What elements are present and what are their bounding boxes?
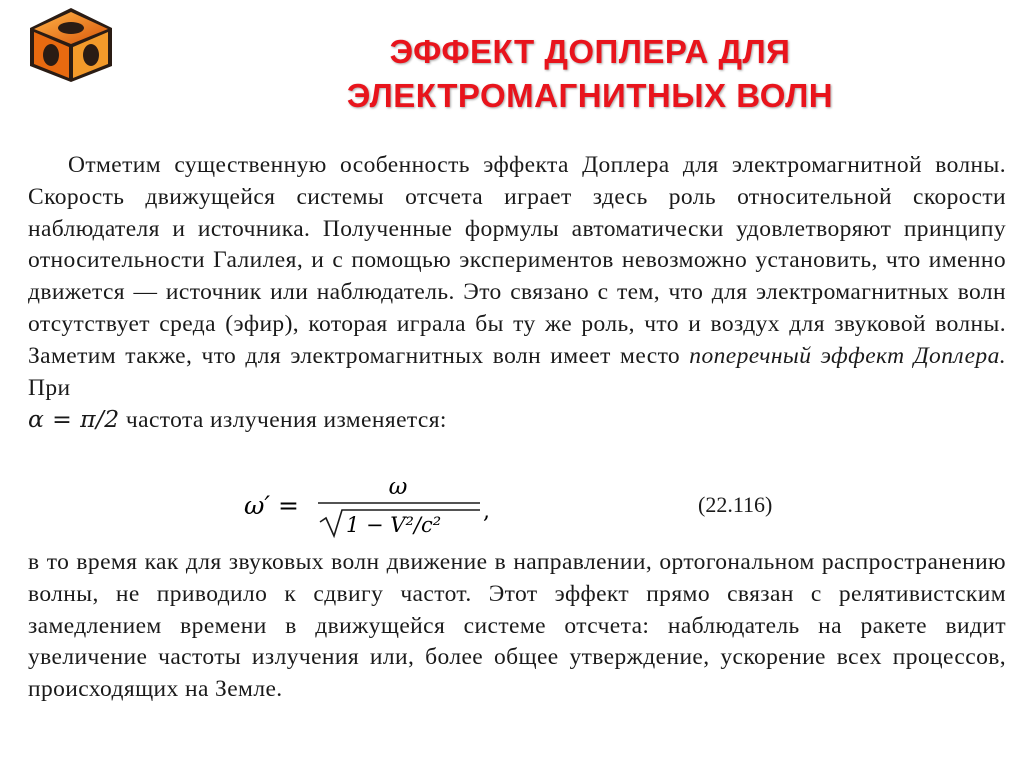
- paragraph-conclusion: в то время как для звуковых волн движение в направлении, ортогональном распространению волны, не приводило к сдвигу частот. Этот эффект прямо связан с релятивистским замедлением времени в движущейся системе отсчета: наблюдатель на ракете видит увеличение частоты излучения или, более общее утверждение, ускорение всех процессов, происходящих на Земле.: [28, 549, 1006, 703]
- formula-comma: ,: [483, 499, 490, 524]
- angle-condition: α = π/2: [28, 405, 120, 434]
- equation-22-116: [240, 470, 1010, 540]
- formula-numerator: ω: [388, 474, 408, 500]
- formula-denominator: 1 − V²/c²: [346, 513, 442, 537]
- paragraph-intro-tail: При: [28, 374, 71, 401]
- paragraph-intro-end: частота излучения изменяется:: [119, 407, 447, 434]
- paragraph-intro: [28, 150, 1006, 437]
- formula-lhs: ω′ =: [244, 491, 299, 520]
- equation-number: (22.116): [698, 492, 773, 517]
- slide-title-line-1: ЭФФЕКТ ДОПЛЕРА ДЛЯ: [389, 33, 791, 70]
- slide-title-line-2: ЭЛЕКТРОМАГНИТНЫХ ВОЛН: [346, 77, 834, 114]
- cube-logo-icon: [24, 4, 118, 84]
- slide-title: [150, 30, 1024, 118]
- transverse-doppler-term: поперечный эффект Доплера.: [689, 342, 1006, 369]
- formula-graphic: [240, 470, 520, 540]
- paragraph-intro-text: Отметим существенную особенность эффекта Доплера для электромагнитной волны. Скорость движущейся системы отсчета играет здесь роль относительной скорости наблюдателя и источника. Полученные формулы автоматически удовлетворяют принципу относительности Галилея, и с помощью экспериментов невозможно установить, что именно движется — источник или наблюдатель. Это связано с тем, что для электромагнитных волн отсутствует среда (эфир), которая играла бы ту же роль, что и воздух для звуковой волны. Заметим также, что для электромагнитных волн имеет место: [28, 152, 1006, 369]
